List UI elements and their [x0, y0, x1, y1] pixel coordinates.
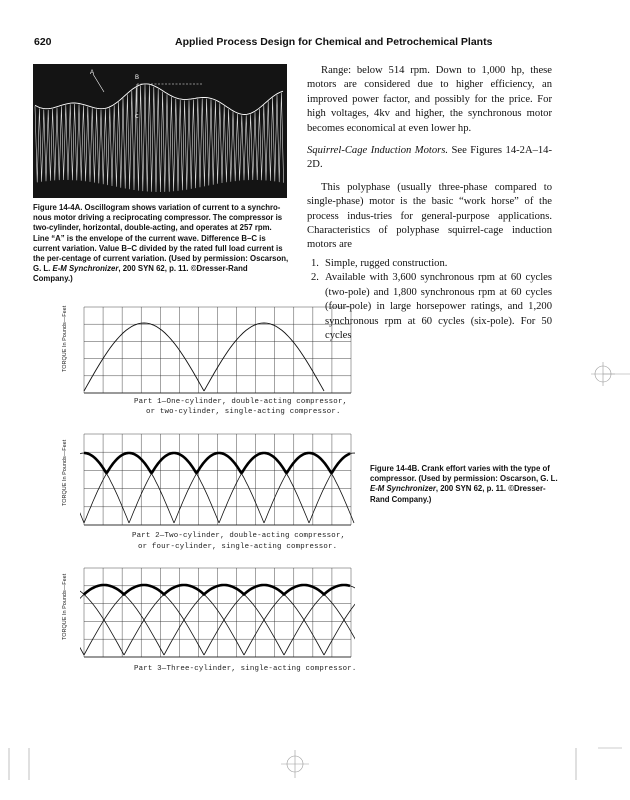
paragraph-synchronous: Range: below 514 rpm. Down to 1,000 hp, these motors are considered due to higher efficiency, an improved power factor, and possibly for the price. For high voltages, 4kv and higher, the synchronous motor becomes economical at even lower hp.	[307, 65, 552, 134]
combined-torque-curve	[84, 453, 350, 473]
torque-curve	[84, 323, 324, 391]
paragraph-squirrel-cage: This polyphase (usually three-phase compared to single-phase) motor is the basic “work horse” of the process indus-tries for general-purpose applications. Characteristics of polyphase squirrel-cage induction motors are	[307, 181, 552, 251]
registration-mark-bottom	[287, 756, 303, 772]
part-2-caption-line-2: or four-cylinder, single-acting compressor.	[138, 543, 338, 551]
crank-effort-chart-part-3	[80, 566, 355, 659]
combined-torque-curve	[84, 585, 350, 594]
chart-grid	[84, 568, 351, 657]
y-axis-label: TORQUE In Pounds—Feet	[62, 439, 68, 506]
part-3-caption: Part 3—Three-cylinder, single-acting compressor.	[134, 665, 357, 673]
section-heading: Squirrel-Cage Induction Motors. See Figures 14-2A–14-2D.	[307, 145, 553, 171]
chart-grid	[84, 307, 351, 393]
label-a: A	[90, 70, 95, 76]
right-column-text	[307, 64, 552, 343]
part-1-caption-line-2: or two-cylinder, single-acting compressor.	[146, 408, 341, 416]
label-c: C	[135, 114, 139, 120]
figure-14-4a-caption: Figure 14-4A. Oscillogram shows variation of current to a synchro-nous motor driving a reciprocating compressor. The compressor is two-cylinder, horizontal, double-acting, and operates at 257 rpm. Line “A” is the envelope of the current wave. Difference B–C is current variation. Value B–C divided by the rated full load current is the per-centage of current variation. (Used by permission: Oscarson, G. L. E-M Synchronizer, 200 SYN 62, p. 11. ©Dresser-Rand Company.)	[33, 203, 289, 284]
part-1-caption-line-1: Part 1—One-cylinder, double-acting compressor,	[134, 398, 348, 406]
part-2-caption-line-1: Part 2—Two-cylinder, double-acting compressor,	[132, 532, 346, 540]
list-item: 2. Available with 3,600 synchronous rpm at 60 cycles (two-pole) and 1,800 synchronous rpm at 60 cycles (four-pole) in large horsepower ratings, and 1,200 synchronous rpm at 60 cycles (six-pole). For 50 cycles	[311, 272, 552, 341]
y-axis-label: TORQUE In Pounds—Feet	[62, 573, 68, 640]
crank-effort-chart-part-1	[80, 305, 355, 395]
crank-effort-chart-part-2	[80, 432, 355, 527]
figure-14-4b-caption: Figure 14-4B. Crank effort varies with the type of compressor. (Used by permission: Oscarson, G. L. E-M Synchronizer, 200 SYN 62, p. 11. ©Dresser-Rand Company.)	[370, 464, 558, 504]
running-title: Applied Process Design for Chemical and Petrochemical Plants	[175, 36, 493, 48]
list-item: 1. Simple, rugged construction.	[311, 257, 448, 269]
oscillogram-figure	[33, 64, 287, 198]
page-number: 620	[34, 36, 52, 48]
registration-mark-right	[595, 366, 611, 382]
y-axis-label: TORQUE In Pounds—Feet	[62, 305, 68, 372]
label-b: B	[135, 75, 140, 81]
